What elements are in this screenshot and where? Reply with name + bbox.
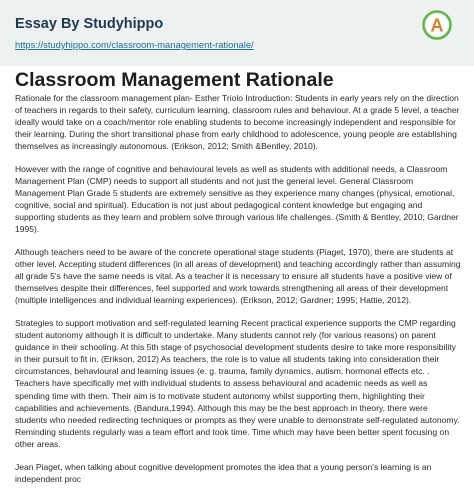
page-title: Classroom Management Rationale [15,69,334,91]
essay-paragraph: However with the range of cognitive and behavioural levels as well as students with additional needs, a Classroom Management Plan (CMP) needs to support all students and not just the general level. General Classroom Management Plan Grade 5 students are extremely sensitive as they experience many changes (physical, emotional, cognitive, social and spiritual). Education is not just about pedagogical content knowledge but engaging and supporting students as they learn and problem solve through various life challenges. (Smith & Bentley, 2010; Gardner 1995). [15,163,459,235]
essay-paragraph: Although teachers need to be aware of the concrete operational stage students (Piaget, 1970), there are students at other level. Accepting student differences (in all areas of development) and teaching accordingly rather than assuming all grade 5's have the same needs is vital. As a teacher it is necessary to ensure all students have a positive view of themselves despite their differences, feel supported and work towards strengthening all areas of their development (multiple intelligences and individual learning experiences). (Erikson, 2012; Gardner; 1995; Hattie, 2012). [15,247,461,306]
essay-paragraph: Rationale for the classroom management plan- Esther Triolo Introduction: Students in early years rely on the direction of teachers in regards to their safety, curriculum learning, classroom rules and behaviour. At a grade 5 level, a teacher ideally would take on a coach/mentor role enabling students to become increasingly independent and responsible for their learning. During the short transitional phase from early childhood to adolescence, young people are establishing themselves as increasingly autonomous. (Erikson, 2012; Smith &Bentley, 2010). [15,93,460,152]
essay-paragraph: Strategies to support motivation and self-regulated learning Recent practical experience supports the CMP regarding student autonomy although it is difficult to undertake. Many students cannot rely (for various reasons) on parent guidance in their schooling. At this 5th stage of psychosocial development students desire to take more responsibility in their pursuit to fit in. (Erikson, 2012) As teachers, the role is to value all students taking into consideration their circumstances, behavioural and learning issues (e. g. trauma, family dynamics, autism, hormonal effects etc. . Teachers have specifically met with individual students to assess behavioural and academic needs as well as spending time with them. Their aim is to motivate student autonomy whilst supporting them, highlighting their capabilities and achievements. (Bandura,1994). Although this may be the best approach in theory, there were students who needed redirecting techniques or prompts as they were unable to demonstrate self-regulated autonomy. Reminding students regularly was a team effort and took time. Time which may have been better spent focusing on other areas. [15,318,460,449]
logo-letter: A [430,15,444,36]
site-brand[interactable]: Essay By Studyhippo [15,16,164,32]
studyhippo-logo-icon[interactable] [421,9,453,41]
page-url-link[interactable]: https://studyhippo.com/classroom-management-rationale/ [15,39,254,50]
essay-body [15,92,461,495]
essay-paragraph: Jean Piaget, when talking about cognitive development promotes the idea that a young person's learning is an independent proc [15,461,432,484]
site-header [0,0,474,66]
